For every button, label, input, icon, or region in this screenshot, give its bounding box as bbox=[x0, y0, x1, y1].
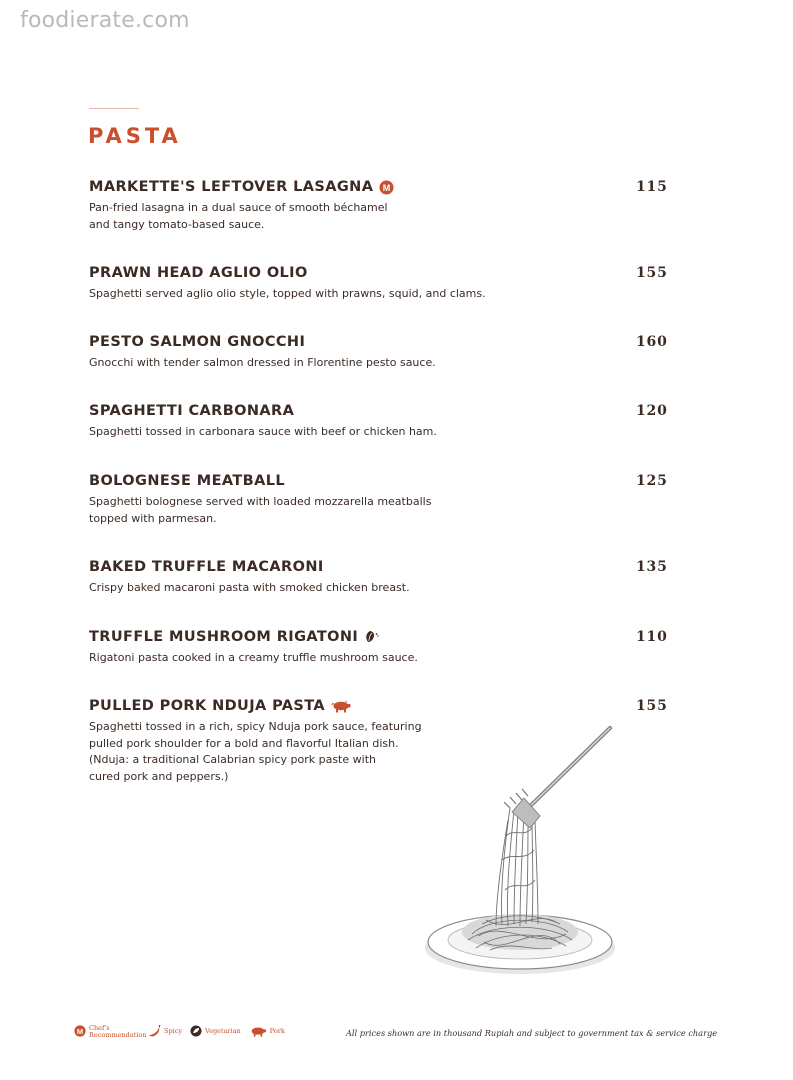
legend-vegetarian bbox=[190, 1022, 241, 1041]
menu-item-prawn-aglio-olio bbox=[89, 265, 669, 303]
item-description: Gnocchi with tender salmon dressed in Florentine pesto sauce. bbox=[89, 356, 436, 369]
item-name: PRAWN HEAD AGLIO OLIO bbox=[89, 265, 308, 281]
spaghetti-fork-illustration bbox=[420, 720, 640, 984]
item-name: TRUFFLE MUSHROOM RIGATONI bbox=[89, 629, 359, 645]
item-name: PULLED PORK NDUJA PASTA bbox=[89, 698, 326, 714]
chef-recommendation-icon bbox=[74, 1022, 86, 1041]
item-price: 125 bbox=[636, 473, 668, 489]
item-price: 135 bbox=[636, 559, 668, 575]
legend-label: Vegetarian bbox=[205, 1027, 241, 1035]
legend-chef bbox=[74, 1022, 147, 1041]
item-description: Pan-fried lasagna in a dual sauce of smooth béchamel and tangy tomato-based sauce. bbox=[89, 201, 388, 231]
svg-text:M: M bbox=[76, 1026, 84, 1036]
item-name: PESTO SALMON GNOCCHI bbox=[89, 334, 306, 350]
legend-label: Pork bbox=[269, 1027, 285, 1035]
svg-text:M: M bbox=[383, 182, 391, 193]
item-description: Spaghetti tossed in carbonara sauce with beef or chicken ham. bbox=[89, 425, 437, 438]
item-description: Spaghetti tossed in a rich, spicy Nduja pork sauce, featuring pulled pork shoulder for a bold and flavorful Italian dish. (Nduja: a traditional Calabrian spicy pork paste with cured pork and peppers.) bbox=[89, 720, 422, 783]
menu-item-pesto-salmon-gnocchi bbox=[89, 334, 669, 372]
section-title: PASTA bbox=[88, 124, 182, 148]
item-price: 110 bbox=[636, 629, 668, 645]
item-description: Spaghetti bolognese served with loaded mozzarella meatballs topped with parmesan. bbox=[89, 495, 432, 525]
item-name: SPAGHETTI CARBONARA bbox=[89, 403, 295, 419]
menu-item-truffle-mushroom-rigatoni bbox=[89, 629, 669, 667]
item-price: 160 bbox=[636, 334, 668, 350]
item-name: BAKED TRUFFLE MACARONI bbox=[89, 559, 324, 575]
price-disclaimer: All prices shown are in thousand Rupiah and subject to government tax & service charge bbox=[346, 1028, 718, 1038]
menu-item-lasagna bbox=[89, 179, 669, 233]
menu-item-baked-truffle-macaroni bbox=[89, 559, 669, 597]
item-price: 155 bbox=[636, 698, 668, 714]
item-description: Spaghetti served aglio olio style, topped with prawns, squid, and clams. bbox=[89, 287, 486, 300]
pork-icon bbox=[331, 700, 351, 713]
chef-recommendation-icon bbox=[379, 180, 394, 195]
item-price: 120 bbox=[636, 403, 668, 419]
item-description: Crispy baked macaroni pasta with smoked chicken breast. bbox=[89, 581, 410, 594]
pork-icon bbox=[249, 1022, 267, 1041]
item-price: 155 bbox=[636, 265, 668, 281]
vegetarian-icon bbox=[364, 630, 380, 644]
item-name: MARKETTE'S LEFTOVER LASAGNA bbox=[89, 179, 374, 195]
vegetarian-icon bbox=[190, 1022, 202, 1041]
legend-pork bbox=[249, 1022, 285, 1041]
legend-spicy bbox=[147, 1022, 182, 1041]
section-rule bbox=[89, 108, 139, 109]
watermark: foodierate.com bbox=[20, 8, 190, 33]
item-price: 115 bbox=[636, 179, 668, 195]
legend-label: Spicy bbox=[164, 1027, 183, 1035]
menu-item-bolognese-meatball bbox=[89, 473, 669, 527]
menu-item-spaghetti-carbonara bbox=[89, 403, 669, 441]
item-description: Rigatoni pasta cooked in a creamy truffle mushroom sauce. bbox=[89, 651, 418, 664]
spicy-icon bbox=[147, 1022, 161, 1041]
legend bbox=[74, 1022, 293, 1041]
legend-label: Chef's Recommendation bbox=[89, 1023, 147, 1039]
item-name: BOLOGNESE MEATBALL bbox=[89, 473, 286, 489]
